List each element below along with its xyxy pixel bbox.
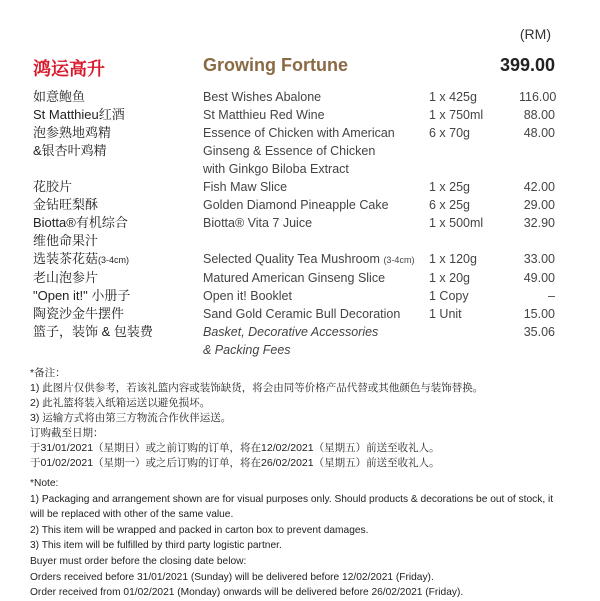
note-line: 于01/02/2021（星期一）或之后订购的订单，将在26/02/2021（星期五）前送至收礼人。 [30, 457, 440, 469]
note-line: will be replaced with other of the same value. [30, 509, 234, 521]
notes-en [30, 476, 575, 601]
item-name-en: Open it! Booklet [203, 289, 292, 303]
item-name-en: Fish Maw Slice [203, 180, 288, 194]
item-quantity: 6 x 25g [429, 198, 471, 212]
item-name-cn: "Open it!" 小册子 [33, 288, 131, 303]
list-item [33, 269, 555, 287]
item-name-cn-line1: 泡参熟地鸡精 [33, 125, 112, 140]
note-line: 3) This item will be fulfilled by third party logistic partner. [30, 540, 282, 552]
notes-cn [30, 366, 570, 471]
note-line: 2) 此礼篮将装入纸箱运送以避免损坏。 [30, 397, 211, 409]
item-name-cn: St Matthieu红酒 [33, 107, 125, 122]
product-price: 399.00 [499, 55, 555, 75]
item-name-en: Golden Diamond Pineapple Cake [203, 198, 389, 212]
item-price: 29.00 [523, 198, 555, 212]
item-price: 49.00 [523, 271, 555, 285]
item-name-cn-text: 选装茶花菇 [33, 251, 99, 266]
list-item [33, 106, 555, 124]
item-name-cn-line2: &银杏叶鸡精 [33, 143, 107, 158]
item-price: 42.00 [523, 180, 555, 194]
item-quantity: 1 x 500ml [429, 216, 484, 230]
item-quantity: 1 x 20g [429, 271, 471, 285]
item-name-cn-line2: 维他命果汁 [33, 233, 99, 248]
note-line: *Note: [30, 478, 59, 489]
item-name-cn: 如意鲍鱼 [33, 89, 86, 104]
item-name-en-line1: Essence of Chicken with American [203, 126, 395, 140]
note-line: 1) Packaging and arrangement shown are for visual purposes only. Should products & decorations be out of stock, it [30, 493, 554, 505]
item-quantity: 6 x 70g [429, 126, 471, 140]
note-line: 订购截至日期： [30, 427, 104, 439]
item-name-en-line2: & Packing Fees [203, 343, 291, 357]
item-name-cn: 花胶片 [33, 179, 73, 194]
item-name-cn-line1: Biotta®有机综合 [33, 215, 128, 230]
item-quantity: 1 x 425g [429, 90, 477, 104]
note-line: Order received from 01/02/2021 (Monday) onwards will be delivered before 26/02/2021 (Friday). [30, 587, 464, 599]
list-item [33, 250, 555, 269]
item-name-en: St Matthieu Red Wine [203, 108, 325, 122]
item-price: 35.06 [523, 325, 555, 339]
item-size-en: (3-4cm) [383, 255, 415, 265]
product-title-cn: 鸿运高升 [33, 59, 105, 79]
item-name-cn: 篮子，装饰 & 包装费 [33, 324, 153, 339]
item-price: 88.00 [523, 108, 555, 122]
list-item [33, 196, 555, 214]
item-name-cn [33, 250, 203, 269]
currency-label: (RM) [519, 26, 551, 42]
list-item [33, 88, 555, 106]
item-name-en [203, 250, 429, 269]
note-line: *备注： [30, 367, 66, 379]
item-name-cn: 老山泡参片 [33, 270, 99, 285]
item-quantity: 1 x 750ml [429, 108, 484, 122]
note-line: 于31/01/2021（星期日）或之前订购的订单，将在12/02/2021（星期五）前送至收礼人。 [30, 442, 440, 454]
item-quantity: 1 Unit [429, 307, 462, 321]
product-title-en: Growing Fortune [203, 55, 348, 75]
item-list [33, 88, 555, 359]
note-line: 3) 运输方式将由第三方物流合作伙伴运送。 [30, 412, 232, 424]
item-quantity: 1 x 25g [429, 180, 471, 194]
list-item [33, 287, 555, 305]
item-name-cn [33, 214, 203, 250]
item-name-en [203, 124, 429, 178]
item-name-en: Sand Gold Ceramic Bull Decoration [203, 307, 401, 321]
item-name-en [203, 323, 429, 359]
item-price: – [548, 289, 555, 303]
item-price: 33.00 [523, 252, 555, 266]
item-name-cn: 金钻旺梨酥 [33, 197, 99, 212]
note-line: Orders received before 31/01/2021 (Sunday) will be delivered before 12/02/2021 (Friday). [30, 571, 434, 583]
list-item [33, 323, 555, 359]
item-name-cn: 陶瓷沙金牛摆件 [33, 306, 125, 321]
item-quantity: 1 Copy [429, 289, 469, 303]
product-header [33, 55, 555, 81]
item-quantity: 1 x 120g [429, 252, 477, 266]
list-item [33, 178, 555, 196]
item-price: 116.00 [519, 90, 557, 104]
item-price: 48.00 [523, 126, 555, 140]
item-name-en-line1: Basket, Decorative Accessories [203, 325, 379, 339]
item-name-en: Biotta® Vita 7 Juice [203, 216, 313, 230]
list-item [33, 305, 555, 323]
item-name-en-line2: Ginseng & Essence of Chicken [203, 144, 376, 158]
item-name-en-line3: with Ginkgo Biloba Extract [203, 162, 349, 176]
item-price: 32.90 [523, 216, 555, 230]
item-name-en: Best Wishes Abalone [203, 90, 322, 104]
list-item [33, 214, 555, 250]
note-line: Buyer must order before the closing date below: [30, 555, 247, 567]
item-name-en: Matured American Ginseng Slice [203, 271, 386, 285]
item-name-en-text: Selected Quality Tea Mushroom [203, 252, 380, 266]
note-line: 2) This item will be wrapped and packed in carton box to prevent damages. [30, 524, 369, 536]
item-quantity [429, 323, 519, 359]
item-size-cn: (3-4cm) [98, 255, 130, 265]
note-line: 1) 此图片仅供参考，若该礼篮内容或装饰缺货，将会由同等价格产品代替或其他颜色与装饰替换。 [30, 382, 484, 394]
item-name-cn [33, 124, 203, 178]
list-item [33, 124, 555, 178]
item-price: 15.00 [523, 307, 555, 321]
